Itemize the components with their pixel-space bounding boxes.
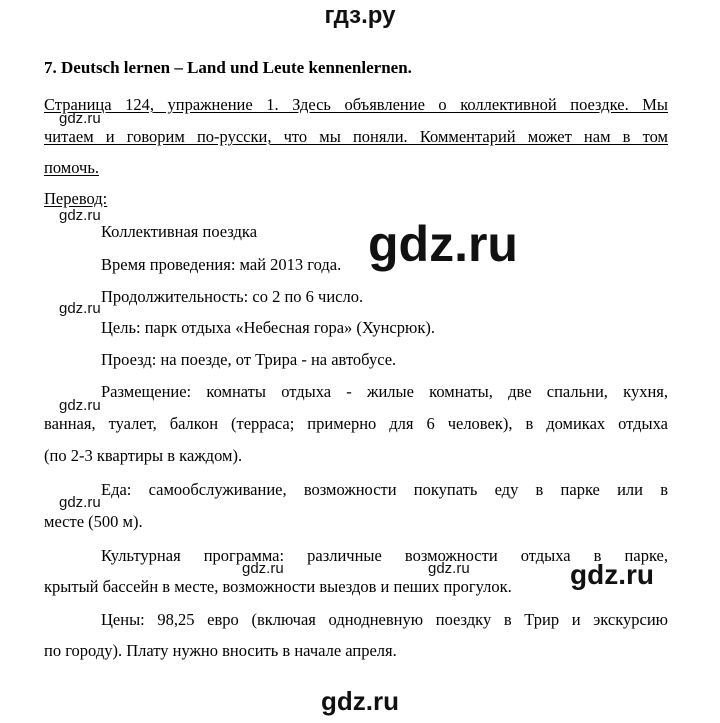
watermark-medium: gdz.ru	[570, 559, 654, 590]
item-accommodation-line-3: (по 2-3 квартиры в каждом).	[44, 446, 243, 465]
watermark: gdz.ru	[59, 300, 101, 317]
announcement-title: Коллективная поездка	[101, 222, 258, 241]
item-prices-line-2: по городу). Плату нужно вносить в начале апреля.	[44, 641, 397, 660]
item-food-line-1: Еда: самообслуживание, возможности покупать еду в парке или в	[101, 480, 668, 499]
watermark-large: gdz.ru	[368, 216, 518, 272]
footer-watermark: gdz.ru	[321, 686, 399, 716]
item-accommodation-line-2: ванная, туалет, балкон (терраса; примерно для 6 человек), в домиках отдыха	[44, 414, 668, 433]
item-food-line-2: месте (500 м).	[44, 512, 143, 531]
item-time: Время проведения: май 2013 года.	[101, 255, 342, 274]
item-prices-line-1: Цены: 98,25 евро (включая однодневную поездку в Трир и экскурсию	[101, 610, 668, 629]
item-culture-line-2: крытый бассейн в месте, возможности выездов и пеших прогулок.	[44, 577, 512, 596]
watermark: gdz.ru	[428, 560, 470, 577]
item-duration: Продолжительность: со 2 по 6 число.	[101, 287, 364, 306]
site-header-logo[interactable]: гдз.ру	[324, 2, 396, 29]
watermark: gdz.ru	[59, 110, 101, 127]
exercise-heading: 7. Deutsch lernen – Land und Leute kennenlernen.	[44, 58, 412, 77]
item-goal: Цель: парк отдыха «Небесная гора» (Хунсрюк).	[101, 318, 435, 337]
item-culture-line-1: Культурная программа: различные возможности отдыха в парке,	[101, 546, 668, 565]
task-line-2: читаем и говорим по-русски, что мы поняли. Комментарий может нам в том	[44, 127, 668, 146]
translation-label: Перевод:	[44, 189, 108, 208]
watermark: gdz.ru	[242, 560, 284, 577]
item-travel: Проезд: на поезде, от Трира - на автобусе.	[101, 350, 397, 369]
watermark: gdz.ru	[59, 207, 101, 224]
task-line-3: помочь.	[44, 158, 99, 177]
task-line-1: Страница 124, упражнение 1. Здесь объявление о коллективной поездке. Мы	[44, 95, 668, 114]
watermark: gdz.ru	[59, 397, 101, 414]
watermark: gdz.ru	[59, 494, 101, 511]
item-accommodation-line-1: Размещение: комнаты отдыха - жилые комнаты, две спальни, кухня,	[101, 382, 668, 401]
